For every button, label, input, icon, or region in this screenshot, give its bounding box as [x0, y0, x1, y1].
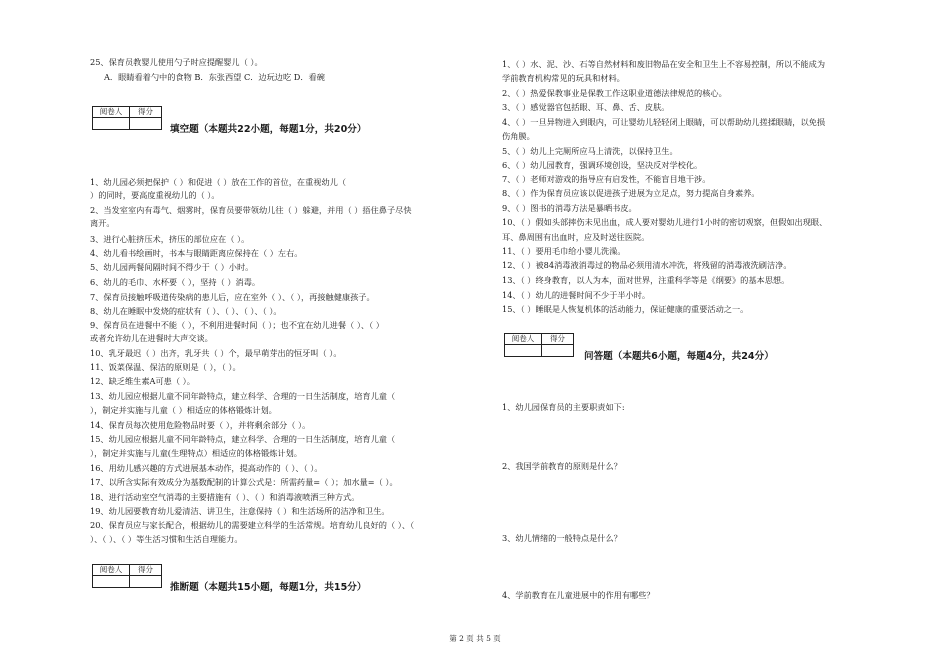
fill-question-line: 18、进行活动室空气消毒的主要措施有（ ）、（ ）和消毒液喷洒三种方式。 — [90, 492, 360, 502]
fill-question-line: 或者允许幼儿在进餐时大声交谈。 — [90, 333, 213, 343]
fill-question-line: ）的同时，要高度重视幼儿的（ ）。 — [90, 190, 220, 200]
fill-question-line: 10、乳牙最迟（ ）出齐，乳牙共（ ）个，最早萌芽出的恒牙叫（ ）。 — [90, 348, 342, 358]
judge-question-line: 8、（ ）作为保育员应该以促进孩子进展为立足点，努力提高自身素养。 — [502, 188, 760, 198]
qa-question: 4、学前教育在儿童进展中的作用有哪些？ — [502, 590, 655, 600]
fill-question-line: 16、用幼儿感兴趣的方式进展基本动作，提高动作的（ ）、（ ）。 — [90, 463, 323, 473]
fill-question-line: ）、（ ）、（ ）等生活习惯和生活自理能力。 — [90, 534, 243, 544]
judge-question-line: 13、（ ）终身教育，以人为本，面对世界，注重科学等是《纲要》的基本思想。 — [502, 275, 790, 285]
fill-question-line: 20、保育员应与家长配合，根据幼儿的需要建立科学的生活常规。培育幼儿良好的（ ）、（ — [90, 520, 415, 530]
fill-question-line: 12、缺乏维生素A可患（ ）。 — [90, 376, 195, 386]
fill-question-line: 6、幼儿的毛巾、水杯要（ ），坚持（ ）消毒。 — [90, 277, 261, 287]
judge-question-line: 2、（ ）热爱保教事业是保教工作这职业道德法律规范的核心。 — [502, 88, 727, 98]
judge-score-box — [92, 564, 162, 588]
qa-question: 1、幼儿园保育员的主要职责如下: — [502, 402, 625, 412]
judge-question-line: 9、（ ）图书的消毒方法是暴晒书皮。 — [502, 203, 637, 213]
fill-question-line: 15、幼儿园应根据儿童不同年龄特点，建立科学、合理的一日生活制度，培育儿童（ — [90, 434, 396, 444]
fill-question-line: 19、幼儿园要教育幼儿爱清洁、讲卫生，注意保持（ ）和生活场所的洁净和卫生。 — [90, 506, 390, 516]
fill-question-line: 5、幼儿园两餐间隔时间不得少于（ ）小时。 — [90, 262, 254, 272]
fill-question-line: 7、保育员接触呼吸道传染病的患儿后，应在室外（ ）、（ ），再接触健康孩子。 — [90, 292, 375, 302]
fill-question-line: 14、保育员每次使用危险物品时要（ ），并将剩余部分（ ）。 — [90, 420, 311, 430]
qa-question: 3、幼儿情绪的一般特点是什么？ — [502, 533, 622, 543]
fill-question-line: 4、幼儿看书绘画时，书本与眼睛距离应保持在（ ）左右。 — [90, 248, 303, 258]
judge-section-title: 推断题（本题共15小题，每题1分，共15分） — [170, 582, 367, 593]
page-number: 第 2 页 共 5 页 — [449, 634, 501, 643]
scorer-label: 阅卷人 — [505, 334, 541, 345]
judge-question-line: 4、（ ）一旦异物进入到眼内，可让婴幼儿轻轻闭上眼睛，可以帮助幼儿搓揉眼睛，以免损 — [502, 117, 826, 127]
judge-question-line: 11、（ ）要用毛巾给小婴儿洗澡。 — [502, 246, 626, 256]
judge-question-line: 5、（ ）幼儿上完厕所应马上清洗，以保持卫生。 — [502, 146, 678, 156]
fill-question-line: ），制定并实施与儿童（ ）相适应的体格锻炼计划。 — [90, 405, 277, 415]
judge-question-line: 1、（ ）水、泥、沙、石等自然材料和废旧物品在安全和卫生上不容易控制，所以不能成为 — [502, 59, 826, 69]
judge-question-line: 3、（ ）感觉器官包括眼、耳、鼻、舌、皮肤。 — [502, 102, 670, 112]
qa-question: 2、我国学前教育的原则是什么？ — [502, 461, 622, 471]
fill-question-line: 离开。 — [90, 218, 115, 228]
fill-question-line: 8、幼儿在睡眠中发烧的症状有（ ）、（ ）、（ ）、（ ）。 — [90, 306, 282, 316]
fill-score-box — [92, 106, 162, 130]
qa-section-title: 问答题（本题共6小题，每题4分，共24分） — [584, 351, 774, 362]
fill-question-line: 11、饭菜保温、保洁的原则是（ ），（ ）。 — [90, 362, 241, 372]
score-label: 得分 — [542, 334, 573, 345]
scorer-label: 阅卷人 — [93, 565, 129, 576]
score-label: 得分 — [130, 107, 161, 118]
fill-question-line: 9、保育员在进餐中不能（ ），不利用进餐时间（ ）；也不宜在幼儿进餐（ ）、（ ） — [90, 320, 384, 330]
fill-question-line: ），制定并实施与儿童(生理特点）相适应的体格锻炼计划。 — [90, 448, 302, 458]
qa-score-box — [504, 333, 574, 357]
fill-question-line: 3、进行心脏挤压术，挤压的部位应在（ ）。 — [90, 234, 250, 244]
question-25-options: A．眼睛看着勺中的食物 B．东张西望 C．边玩边吃 D．看碗 — [104, 72, 325, 82]
judge-question-line: 12、（ ）被84消毒液消毒过的物品必须用清水冲洗，将残留的消毒液洗刷洁净。 — [502, 260, 792, 270]
judge-question-line: 耳、鼻周围有出血时，应及时送往医院。 — [502, 232, 650, 242]
score-label: 得分 — [130, 565, 161, 576]
fill-section-title: 填空题（本题共22小题，每题1分，共20分） — [170, 124, 367, 135]
judge-question-line: 10、（ ）假如头部摔伤未见出血，成人要对婴幼儿进行1小时的密切观察，但假如出现眼、 — [502, 217, 828, 227]
judge-question-line: 6、（ ）幼儿园教育，强调环境创设，坚决反对学校化。 — [502, 160, 703, 170]
fill-question-line: 17、以所含实际有效成分为基数配制的计算公式是：所需药量=（ ）；加水量=（ ）。 — [90, 477, 398, 487]
judge-question-line: 7、（ ）老师对游戏的指导应有启发性，不能盲目地干涉。 — [502, 174, 711, 184]
judge-question-line: 15、（ ）睡眠是人恢复机体的活动能力，保证健康的重要活动之一。 — [502, 304, 749, 314]
judge-question-line: 学前教育机构常见的玩具和材料。 — [502, 73, 625, 83]
fill-question-line: 1、幼儿园必须把保护（ ）和促进（ ）放在工作的首位，在重视幼儿（ — [90, 177, 347, 187]
judge-question-line: 伤角膜。 — [502, 131, 535, 141]
scorer-label: 阅卷人 — [93, 107, 129, 118]
fill-question-line: 2、当发室室内有毒气、烟雾时，保育员要带领幼儿往（ ）躲避，并用（ ）捂住鼻子尽快 — [90, 205, 412, 215]
judge-question-line: 14、（ ）幼儿的进餐时间不少于半小时。 — [502, 290, 651, 300]
question-25-stem: 25、保育员教婴儿使用勺子时应提醒婴儿（ ）。 — [90, 57, 263, 67]
fill-question-line: 13、幼儿园应根据儿童不同年龄特点，建立科学、合理的一日生活制度，培育儿童（ — [90, 391, 396, 401]
